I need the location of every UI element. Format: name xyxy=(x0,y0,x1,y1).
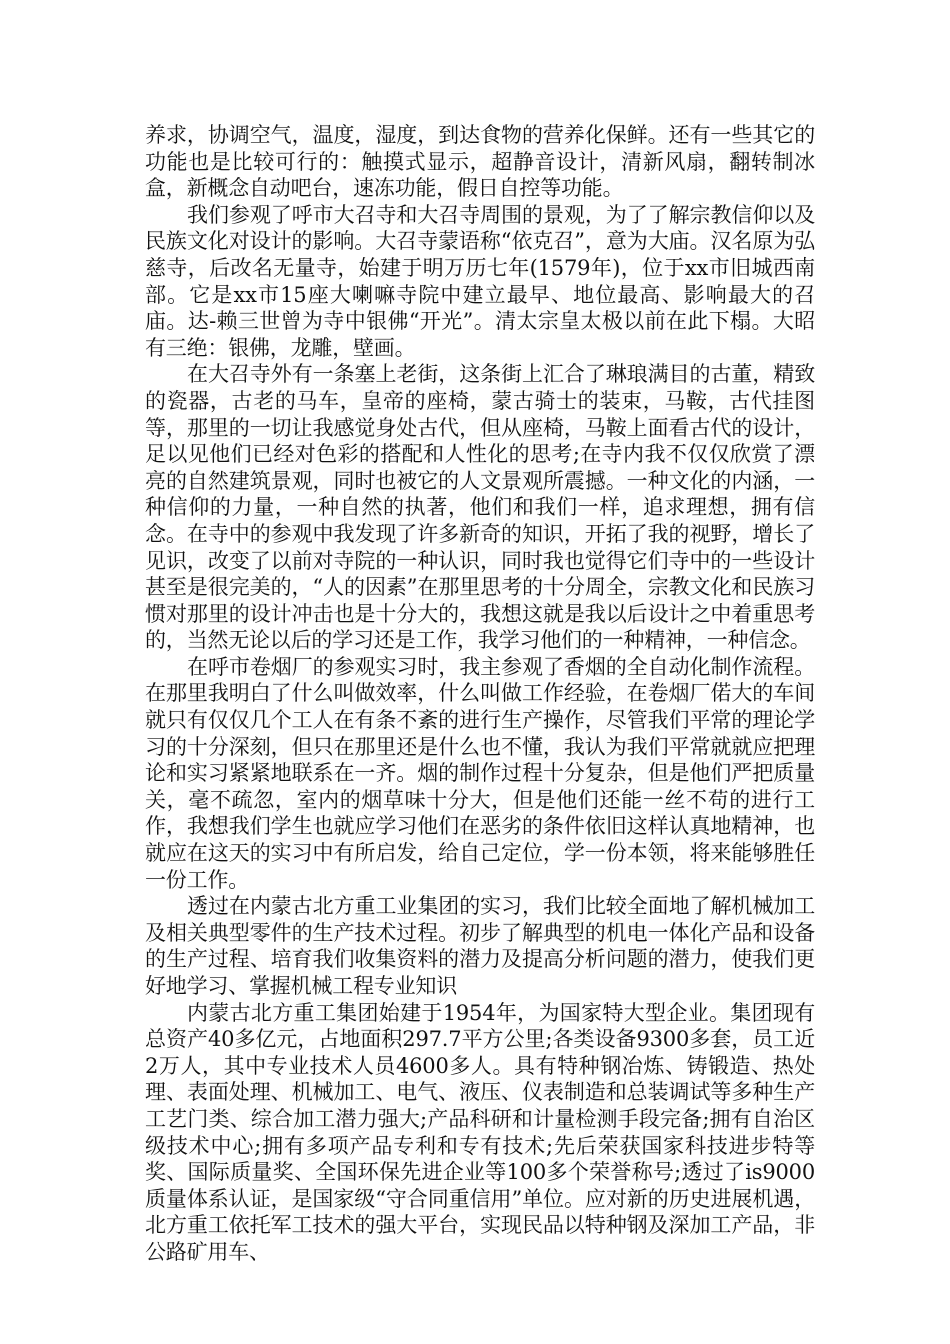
paragraph-5: 透过在内蒙古北方重工业集团的实习，我们比较全面地了解机械加工及相关典型零件的生产技术过程。初步了解典型的机电一体化产品和设备的生产过程、培育我们收集资料的潜力及提高分析问题的潜力，使我们更好地学习、掌握机械工程专业知识 xyxy=(145,894,815,998)
paragraph-6: 内蒙古北方重工集团始建于1954年，为国家特大型企业。集团现有总资产40多亿元，占地面积297.7平方公里;各类设备9300多套，员工近2万人，其中专业技术人员4600多人。具有特种钢冶炼、铸锻造、热处理、表面处理、机械加工、电气、液压、仪表制造和总装调试等多种生产工艺门类、综合加工潜力强大;产品科研和计量检测手段完备;拥有自治区级技术中心;拥有多项产品专利和专有技术;先后荣获国家科技进步特等奖、国际质量奖、全国环保先进企业等100多个荣誉称号;透过了is9000质量体系认证，是国家级“守合同重信用”单位。应对新的历史进展机遇，北方重工依托军工技术的强大平台，实现民品以特种钢及深加工产品，非公路矿用车、 xyxy=(145,1000,815,1264)
paragraph-1: 养求，协调空气，温度，湿度，到达食物的营养化保鲜。还有一些其它的功能也是比较可行的：触摸式显示，超静音设计，清新风扇，翻转制冰盒，新概念自动吧台，速冻功能，假日自控等功能。 xyxy=(145,123,815,201)
paragraph-4: 在呼市卷烟厂的参观实习时，我主参观了香烟的全自动化制作流程。在那里我明白了什么叫做效率，什么叫做工作经验，在卷烟厂偌大的车间就只有仅仅几个工人在有条不紊的进行生产操作，尽管我们平常的理论学习的十分深刻，但只在那里还是什么也不懂，我认为我们平常就就应把理论和实习紧紧地联系在一齐。烟的制作过程十分复杂，但是他们严把质量关，毫不疏忽，室内的烟草味十分大，但是他们还能一丝不苟的进行工作，我想我们学生也就应学习他们在恶劣的条件依旧这样认真地精神，也就应在这天的实习中有所启发，给自己定位，学一份本领，将来能够胜任一份工作。 xyxy=(145,654,815,892)
paragraph-3: 在大召寺外有一条塞上老街，这条街上汇合了琳琅满目的古董，精致的瓷器，古老的马车，皇帝的座椅，蒙古骑士的装束，马鞍，古代挂图等，那里的一切让我感觉身处古代，但从座椅，马鞍上面看古代的设计，足以见他们已经对色彩的搭配和人性化的思考;在寺内我不仅仅欣赏了漂亮的自然建筑景观，同时也被它的人文景观所震撼。一种文化的内涵，一种信仰的力量，一种自然的执著，他们和我们一样，追求理想，拥有信念。在寺中的参观中我发现了许多新奇的知识，开拓了我的视野，增长了见识，改变了以前对寺院的一种认识，同时我也觉得它们寺中的一些设计甚至是很完美的，“人的因素”在那里思考的十分周全，宗教文化和民族习惯对那里的设计冲击也是十分大的，我想这就是我以后设计之中着重思考的，当然无论以后的学习还是工作，我学习他们的一种精神，一种信念。 xyxy=(145,362,815,653)
document-body xyxy=(145,122,815,1266)
paragraph-2: 我们参观了呼市大召寺和大召寺周围的景观，为了了解宗教信仰以及民族文化对设计的影响。大召寺蒙语称“依克召”，意为大庙。汉名原为弘慈寺，后改名无量寺，始建于明万历七年(1579年)，位于xx市旧城西南部。它是xx市15座大喇嘛寺院中建立最早、地位最高、影响最大的召庙。达-赖三世曾为寺中银佛“开光”。清太宗皇太极以前在此下榻。大昭有三绝：银佛，龙雕，壁画。 xyxy=(145,202,815,360)
